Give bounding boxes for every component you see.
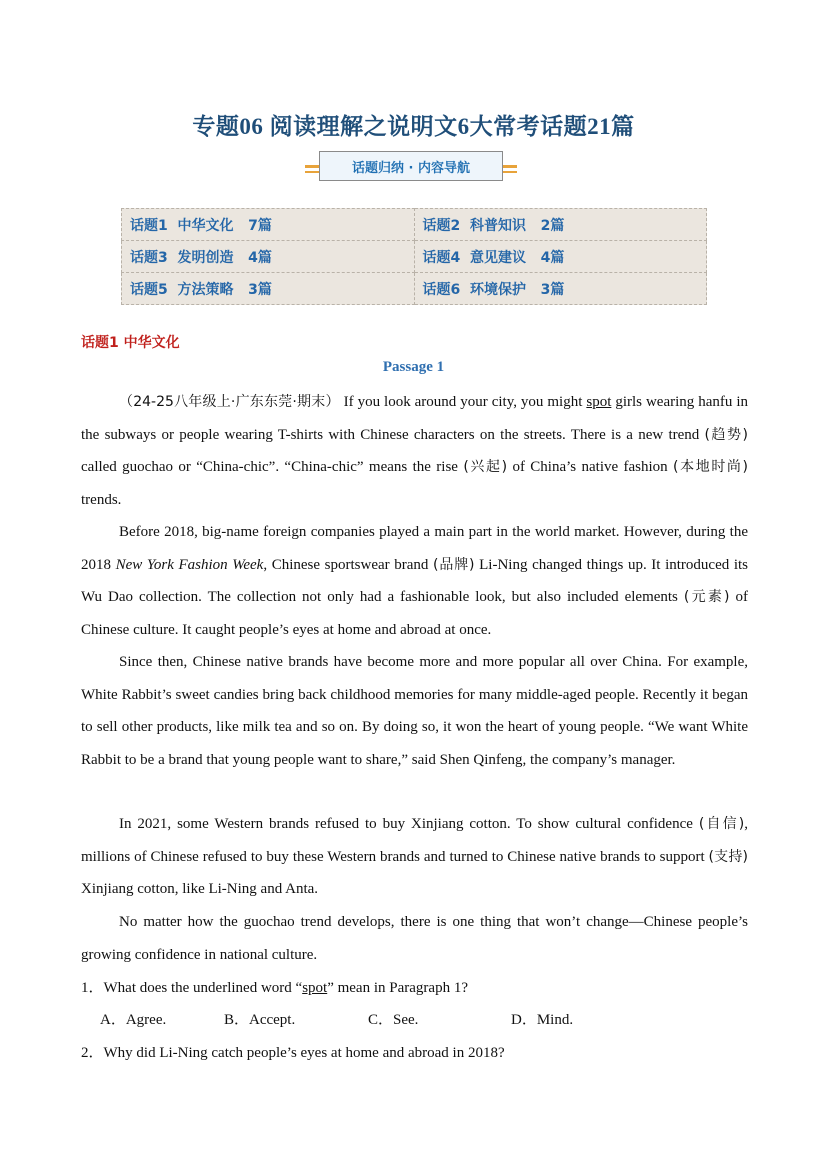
- section-heading: 话题1 中华文化: [81, 335, 180, 351]
- event-name: New York Fashion Week: [115, 556, 264, 573]
- option-d: D．Mind.: [511, 1012, 574, 1028]
- source-note: （24-25八年级上·广东东莞·期末）: [119, 394, 340, 410]
- question-2: 2．Why did Li-Ning catch people’s eyes at home and abroad in 2018?: [81, 1045, 505, 1061]
- option-b: B．Accept.: [224, 1012, 296, 1028]
- gloss: (自信): [698, 816, 745, 832]
- topic-cell: 话题2 科普知识 2篇: [414, 209, 707, 241]
- paragraph-2: Before 2018, big-name foreign companies played a main part in the world market. However, during the 2018 New York Fashion Week, Chinese sportswear brand (品牌) Li-Ning changed things up. It introduced its Wu Dao collection. The collection not only had a fashionable look, but also included elements (元素) of Chinese culture. It caught people’s eyes at home and abroad at once.: [81, 524, 749, 638]
- topic-cell: 话题6 环境保护 3篇: [414, 273, 707, 305]
- banner-decor-left: [305, 165, 319, 168]
- topic-cell: 话题5 方法策略 3篇: [122, 273, 415, 305]
- topic-table: [121, 208, 707, 305]
- gloss: (元素): [683, 589, 730, 605]
- paragraph-3: Since then, Chinese native brands have become more and more popular all over China. For example, White Rabbit’s sweet candies bring back childhood memories for many middle-aged people. Recently it began to sell other products, like milk tea and so on. By doing so, it won the heart of young people. “We want White Rabbit to be a brand that young people want to share,” said Shen Qinfeng, the company’s manager.: [81, 654, 748, 768]
- paragraph-1: （24-25八年级上·广东东莞·期末） If you look around your city, you might spot girls wearing hanfu in the subways or people wearing T-shirts with Chinese characters on the streets. There is a new trend (趋势) called guochao or “China-chic”. “China-chic” means the rise (兴起) of China’s native fashion (本地时尚) trends.: [81, 394, 749, 508]
- gloss: (品牌): [433, 556, 475, 573]
- underlined-word: spot: [302, 980, 328, 996]
- passage-title: Passage 1: [382, 359, 445, 375]
- gloss: (本地时尚): [673, 459, 749, 475]
- paragraph-4: In 2021, some Western brands refused to buy Xinjiang cotton. To show cultural confidence (自信), millions of Chinese refused to buy these Western brands and turned to Chinese native brands to support (支持) Xinjiang cotton, like Li-Ning and Anta.: [81, 816, 748, 897]
- topic-cell: 话题1 中华文化 7篇: [122, 209, 415, 241]
- topic-cell: 话题3 发明创造 4篇: [122, 241, 415, 273]
- banner-decor-left-2: [305, 171, 319, 173]
- banner-label: 话题归纳 · 内容导航: [319, 151, 503, 181]
- topic-nav-banner: [305, 149, 517, 183]
- paragraph-5: No matter how the guochao trend develops, there is one thing that won’t change—Chinese people’s growing confidence in national culture.: [81, 914, 748, 963]
- topic-cell: 话题4 意见建议 4篇: [414, 241, 707, 273]
- topic-row: [122, 273, 707, 305]
- topic-row: [122, 209, 707, 241]
- page-title: 专题06 阅读理解之说明文6大常考话题21篇: [192, 114, 635, 139]
- option-a: A．Agree.: [100, 1012, 167, 1028]
- underlined-word: spot: [586, 394, 612, 410]
- gloss: (兴起): [463, 459, 508, 475]
- topic-row: [122, 241, 707, 273]
- banner-decor-right: [503, 165, 517, 168]
- gloss: (趋势): [704, 426, 748, 443]
- option-c: C．See.: [368, 1012, 419, 1028]
- banner-decor-right-2: [503, 171, 517, 173]
- gloss: (支持): [708, 848, 748, 865]
- question-1: 1．What does the underlined word “spot” mean in Paragraph 1?: [81, 980, 468, 996]
